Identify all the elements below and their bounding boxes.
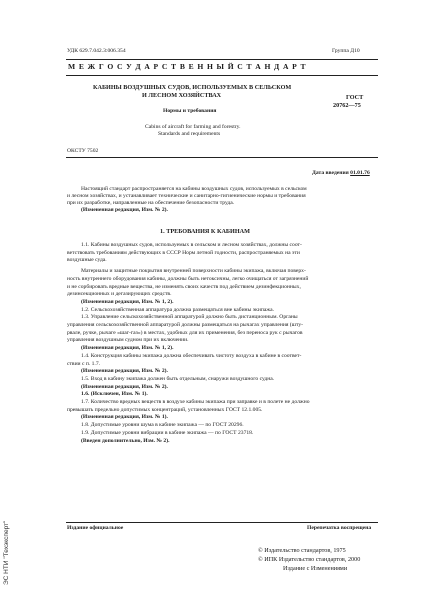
clause-edit-note: (Измененная редакция, Изм. № 1, 2). [81,298,174,305]
document-title-line1: КАБИНЫ ВОЗДУШНЫХ СУДОВ, ИСПОЛЬЗУЕМЫХ В СЕЛЬСКОМ [93,84,292,91]
clause-edit-note: (Измененная редакция, Изм. № 2). [81,383,168,390]
clause-line: ствии с п. 1.7. [67,360,101,367]
clause-line: Материалы и защитные покрытия внутренней поверхности кабины экипажа, включая поверх- [81,268,306,275]
okstu-rule [66,157,378,158]
intro-date-value: 01.01.76 [350,170,370,176]
intro-date-label: Дата введения [312,170,349,176]
okstu-code: ОКСТУ 7502 [67,148,99,154]
top-rule [66,59,378,60]
clause-line: ветствовать требованиям действующих в СССР Норм летной годности, распространяемых на эти [67,249,300,256]
clause-line: рвале, ручке, рычаге «шаг-газ») в местах, удобных для их применения, без переноса рук с рычагов [67,329,303,336]
gost-label: ГОСТ [346,94,364,101]
intro-date [312,170,370,177]
group-code: Группа Д10 [332,48,360,54]
intro-line: при их разработке, направленные на обеспечение безопасности труда. [67,200,235,207]
intro-line: и лесном хозяйствах, и устанавливает технические и санитарно-гигиенические нормы и требования [67,193,306,200]
side-stamp [3,470,13,585]
document-subtitle: Нормы и требования [163,108,217,114]
clause-edit-note: (Измененная редакция, Изм. № 2). [81,368,168,375]
clause-edit-note: (Измененная редакция, Изм. № 1). [81,414,168,421]
standard-type-title: М Е Ж Г О С У Д А Р С Т В Е Н Н Ы Й С Т А Н Д А Р Т [68,62,307,71]
intro-edit-note: (Измененная редакция, Изм. № 2). [81,207,168,214]
clause-line: управления сельскохозяйственной аппаратурой должны размещаться на рычагах управления (шту- [67,322,304,329]
section-title: 1. ТРЕБОВАНИЯ К КАБИНАМ [160,228,250,235]
english-title-line1: Cabins of aircraft for farming and forestry. [145,124,241,130]
udk-code: УДК 629.7.042.3:006.354 [67,48,126,54]
footer-rule [66,522,378,523]
clauses-block [67,242,379,445]
clause-line: превышать предельно допустимых концентраций, установленных ГОСТ 12.1.005. [67,406,263,413]
reprint-notice: Перепечатка воспрещена [307,525,372,531]
clause-edit-note: (Введен дополнительно, Изм. № 2). [81,437,170,444]
document-title-line2: И ЛЕСНОМ ХОЗЯЙСТВАХ [142,92,222,99]
clause-line: 1.7. Количество вредных веществ в воздухе кабины экипажа при заправке и в полете не должно [81,399,310,406]
english-title-line2: Standards and requirements [158,131,221,137]
intro-line: Настоящий стандарт распространяется на кабины воздушных судов, используемых в сельском [81,186,307,192]
clause-line: 1.8. Допустимые уровни шума в кабине экипажа — по ГОСТ 20296. [81,422,244,429]
clause-line: 1.6. (Исключен, Изм. № 1). [81,391,148,398]
copyright-line1: © Издательство стандартов, 1975 [258,547,346,554]
copyright-line2: © ИПК Издательство стандартов, 2000 [258,556,361,563]
clause-line: 1.3. Управление сельскохозяйственной аппаратурой должно быть дистанционным. Органы [81,314,298,321]
clause-line: дезинсекционных и дегазирующих средств. [67,291,172,298]
gost-number: 20762—75 [333,102,361,109]
clause-line: воздушные суда. [67,257,107,264]
clause-line: 1.5. Вход в кабину экипажа должен быть отдельным, снаружи воздушного судна. [81,375,275,382]
clause-line: и не сорбировать вредные вещества, не изменять своих качеств под действием дезинфекционных, [67,283,301,290]
side-stamp-text: ЭС НТИ "Техэксперт" [3,520,10,585]
clause-line: 1.9. Допустимые уровни вибрации в кабине экипажа — по ГОСТ 23718. [81,429,254,436]
copyright-line3: Издание с Изменениями [283,565,348,572]
intro-paragraph [67,186,379,215]
header-rule [66,75,378,76]
clause-line: управления воздушным судном при их включении. [67,337,189,344]
clause-line: 1.2. Сельскохозяйственная аппаратура должна размещаться вне кабины экипажа. [81,306,275,313]
clause-line: 1.1. Кабины воздушных судов, используемых в сельском и лесном хозяйствах, должны соот- [81,242,302,248]
clause-line: ность внутреннего оборудования кабины, должны быть нетоксичны, легко очищаться от загрязнений [67,275,309,282]
official-edition: Издание официальное [67,525,124,531]
clause-edit-note: (Измененная редакция, Изм. № 1, 2). [81,345,174,352]
clause-line: 1.4. Конструкция кабины экипажа должна обеспечивать чистоту воздуха в кабине в соответ- [81,352,302,359]
